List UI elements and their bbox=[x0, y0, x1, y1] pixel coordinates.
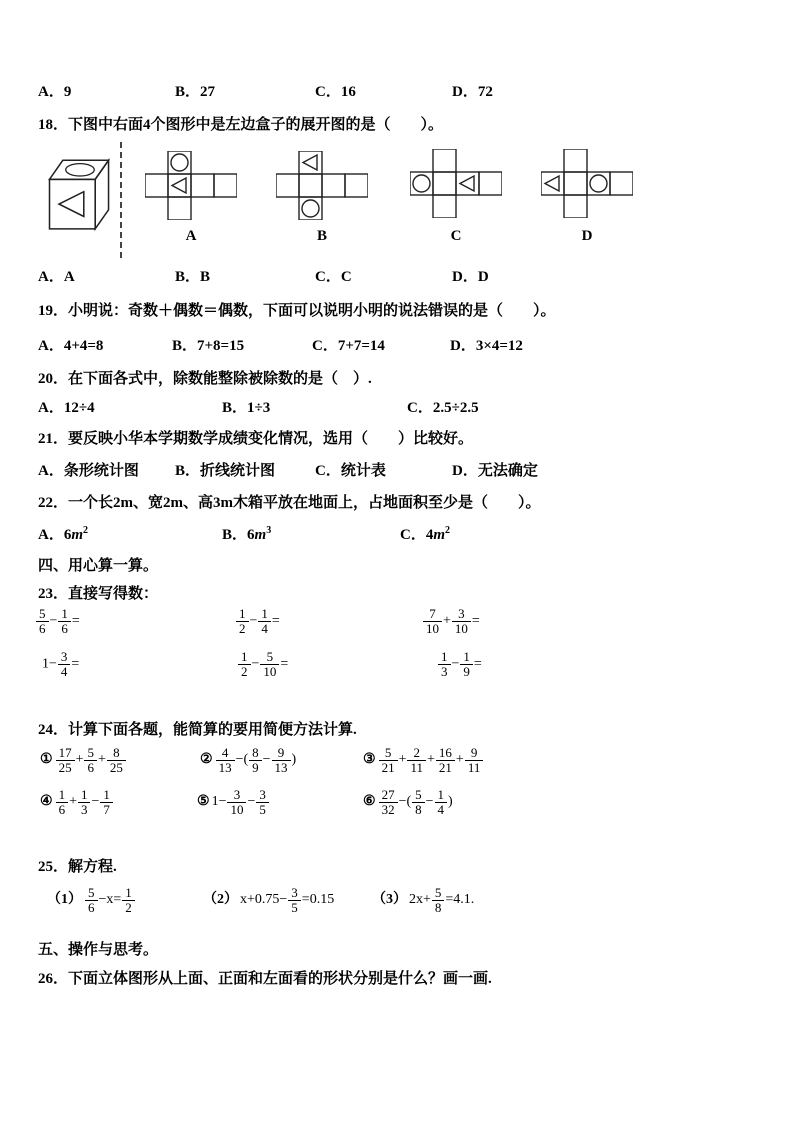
q20-option-c: C．2.5÷2.5 bbox=[407, 400, 479, 416]
net-b-label: B bbox=[316, 228, 327, 244]
net-b-circle bbox=[302, 200, 319, 217]
net-a-label: A bbox=[185, 228, 197, 244]
section-5-title: 五、操作与思考。 bbox=[38, 942, 159, 958]
q17-option-b: B．27 bbox=[175, 84, 216, 100]
q20-stem: 20．在下面各式中，除数能整除被除数的是（ ）. bbox=[38, 371, 372, 387]
q24-item-3-number: ③ bbox=[363, 752, 376, 768]
q24-stem: 24．计算下面各题，能简算的要用简便方法计算. bbox=[38, 722, 357, 738]
q24-item-1-number: ① bbox=[40, 752, 53, 768]
cube-drawing bbox=[42, 146, 117, 246]
q24-item-3: ③ $\frac{5}{21}$ + $\frac{2}{11}$ + $\frac{16}{21}$ + $\frac{9}{11}$ bbox=[363, 746, 484, 774]
cube-top-circle bbox=[66, 164, 95, 176]
q24-item-4-number: ④ bbox=[40, 794, 53, 810]
net-a-circle bbox=[171, 154, 188, 171]
q19-option-c: C．7+7=14 bbox=[312, 338, 385, 354]
q19-option-a: A．4+4=8 bbox=[38, 338, 104, 354]
q18-option-c: C．C bbox=[315, 269, 352, 285]
net-d-label: D bbox=[581, 228, 593, 244]
q25-item-3: （3） 2x+ $\frac{5}{8}$ =4.1. bbox=[372, 885, 475, 915]
q24-item-1: ① $\frac{17}{25}$ + $\frac{5}{6}$ + $\frac{8}{25}$ bbox=[40, 746, 127, 774]
q22-option-b: B．$6m^3$ bbox=[222, 525, 272, 543]
q21-option-a: A．条形统计图 bbox=[38, 463, 139, 479]
q19-stem: 19．小明说：奇数＋偶数＝偶数，下面可以说明小明的说法错误的是（ ）。 bbox=[38, 303, 556, 319]
q21-option-d: D．无法确定 bbox=[452, 463, 538, 479]
q21-stem: 21．要反映小华本学期数学成绩变化情况，选用（ ）比较好。 bbox=[38, 431, 474, 447]
q25-item-3-number: （3） bbox=[372, 892, 407, 908]
q18-option-b: B．B bbox=[175, 269, 211, 285]
q23-expr-3: $\frac{7}{10}$ + $\frac{3}{10}$ = bbox=[422, 607, 480, 635]
q24-item-5-number: ⑤ bbox=[197, 794, 210, 810]
cube-front-triangle bbox=[59, 192, 84, 217]
net-b-triangle bbox=[303, 155, 317, 170]
q23-expr-1: $\frac{5}{6}$ − $\frac{1}{6}$ = bbox=[35, 607, 80, 635]
q18-option-a: A．A bbox=[38, 269, 75, 285]
q20-option-a: A．12÷4 bbox=[38, 400, 95, 416]
q23-expr-6: $\frac{1}{3}$ − $\frac{1}{9}$ = bbox=[437, 650, 482, 678]
q22-option-a: A．$6m^2$ bbox=[38, 525, 89, 543]
q17-option-c: C．16 bbox=[315, 84, 356, 100]
net-a-triangle bbox=[172, 178, 186, 193]
q23-stem: 23．直接写得数： bbox=[38, 586, 159, 602]
q20-option-b: B．1÷3 bbox=[222, 400, 271, 416]
net-d-triangle bbox=[545, 176, 559, 191]
q18-option-d: D．D bbox=[452, 269, 489, 285]
q19-option-b: B．7+8=15 bbox=[172, 338, 245, 354]
net-c-figure bbox=[410, 149, 502, 218]
q25-item-2-number: （2） bbox=[203, 892, 238, 908]
q25-item-1-number: （1） bbox=[47, 892, 82, 908]
q24-item-4: ④ $\frac{1}{6}$ + $\frac{1}{3}$ − $\frac{1}{7}$ bbox=[40, 788, 114, 816]
dashed-separator bbox=[120, 142, 122, 258]
q22-option-c: C．$4m^2$ bbox=[400, 525, 451, 543]
net-d-figure bbox=[541, 149, 633, 218]
q24-item-5: ⑤ 1− $\frac{3}{10}$ − $\frac{3}{5}$ bbox=[197, 788, 270, 816]
q24-item-2: ② $\frac{4}{13}$ −( $\frac{8}{9}$ − $\frac{9}{13}$ ) bbox=[200, 745, 297, 775]
net-d-circle bbox=[590, 175, 607, 192]
net-c-triangle bbox=[460, 176, 474, 191]
q23-expr-4: 1− $\frac{3}{4}$ = bbox=[42, 649, 80, 679]
q26-stem: 26．下面立体图形从上面、正面和左面看的形状分别是什么？画一画. bbox=[38, 971, 492, 987]
q17-option-d: D．72 bbox=[452, 84, 493, 100]
section-4-title: 四、用心算一算。 bbox=[38, 558, 159, 574]
net-c-label: C bbox=[450, 228, 462, 244]
q25-item-2: （2） x+0.75− $\frac{3}{5}$ =0.15 bbox=[203, 885, 335, 915]
q19-option-d: D．3×4=12 bbox=[450, 338, 523, 354]
q18-stem: 18．下图中右面4个图形中是左边盒子的展开图的是（ ）。 bbox=[38, 117, 444, 133]
q23-expr-2: $\frac{1}{2}$ − $\frac{1}{4}$ = bbox=[235, 607, 280, 635]
q25-item-1: （1） $\frac{5}{6}$ −x= $\frac{1}{2}$ bbox=[47, 886, 136, 914]
net-c-circle bbox=[413, 175, 430, 192]
q21-option-b: B．折线统计图 bbox=[175, 463, 276, 479]
cube-figure bbox=[42, 146, 117, 246]
q22-stem: 22．一个长2m、宽2m、高3m木箱平放在地面上，占地面积至少是（ ）。 bbox=[38, 495, 541, 511]
q25-stem: 25．解方程. bbox=[38, 859, 117, 875]
net-a-figure bbox=[145, 151, 237, 220]
q24-item-6: ⑥ $\frac{27}{32}$ −( $\frac{5}{8}$ − $\frac{1}{4}$ ) bbox=[363, 787, 453, 817]
q21-option-c: C．统计表 bbox=[315, 463, 386, 479]
q24-item-2-number: ② bbox=[200, 752, 213, 768]
net-b-figure bbox=[276, 151, 368, 220]
q24-item-6-number: ⑥ bbox=[363, 794, 376, 810]
q17-option-a: A．9 bbox=[38, 84, 72, 100]
q23-expr-5: $\frac{1}{2}$ − $\frac{5}{10}$ = bbox=[237, 650, 288, 678]
